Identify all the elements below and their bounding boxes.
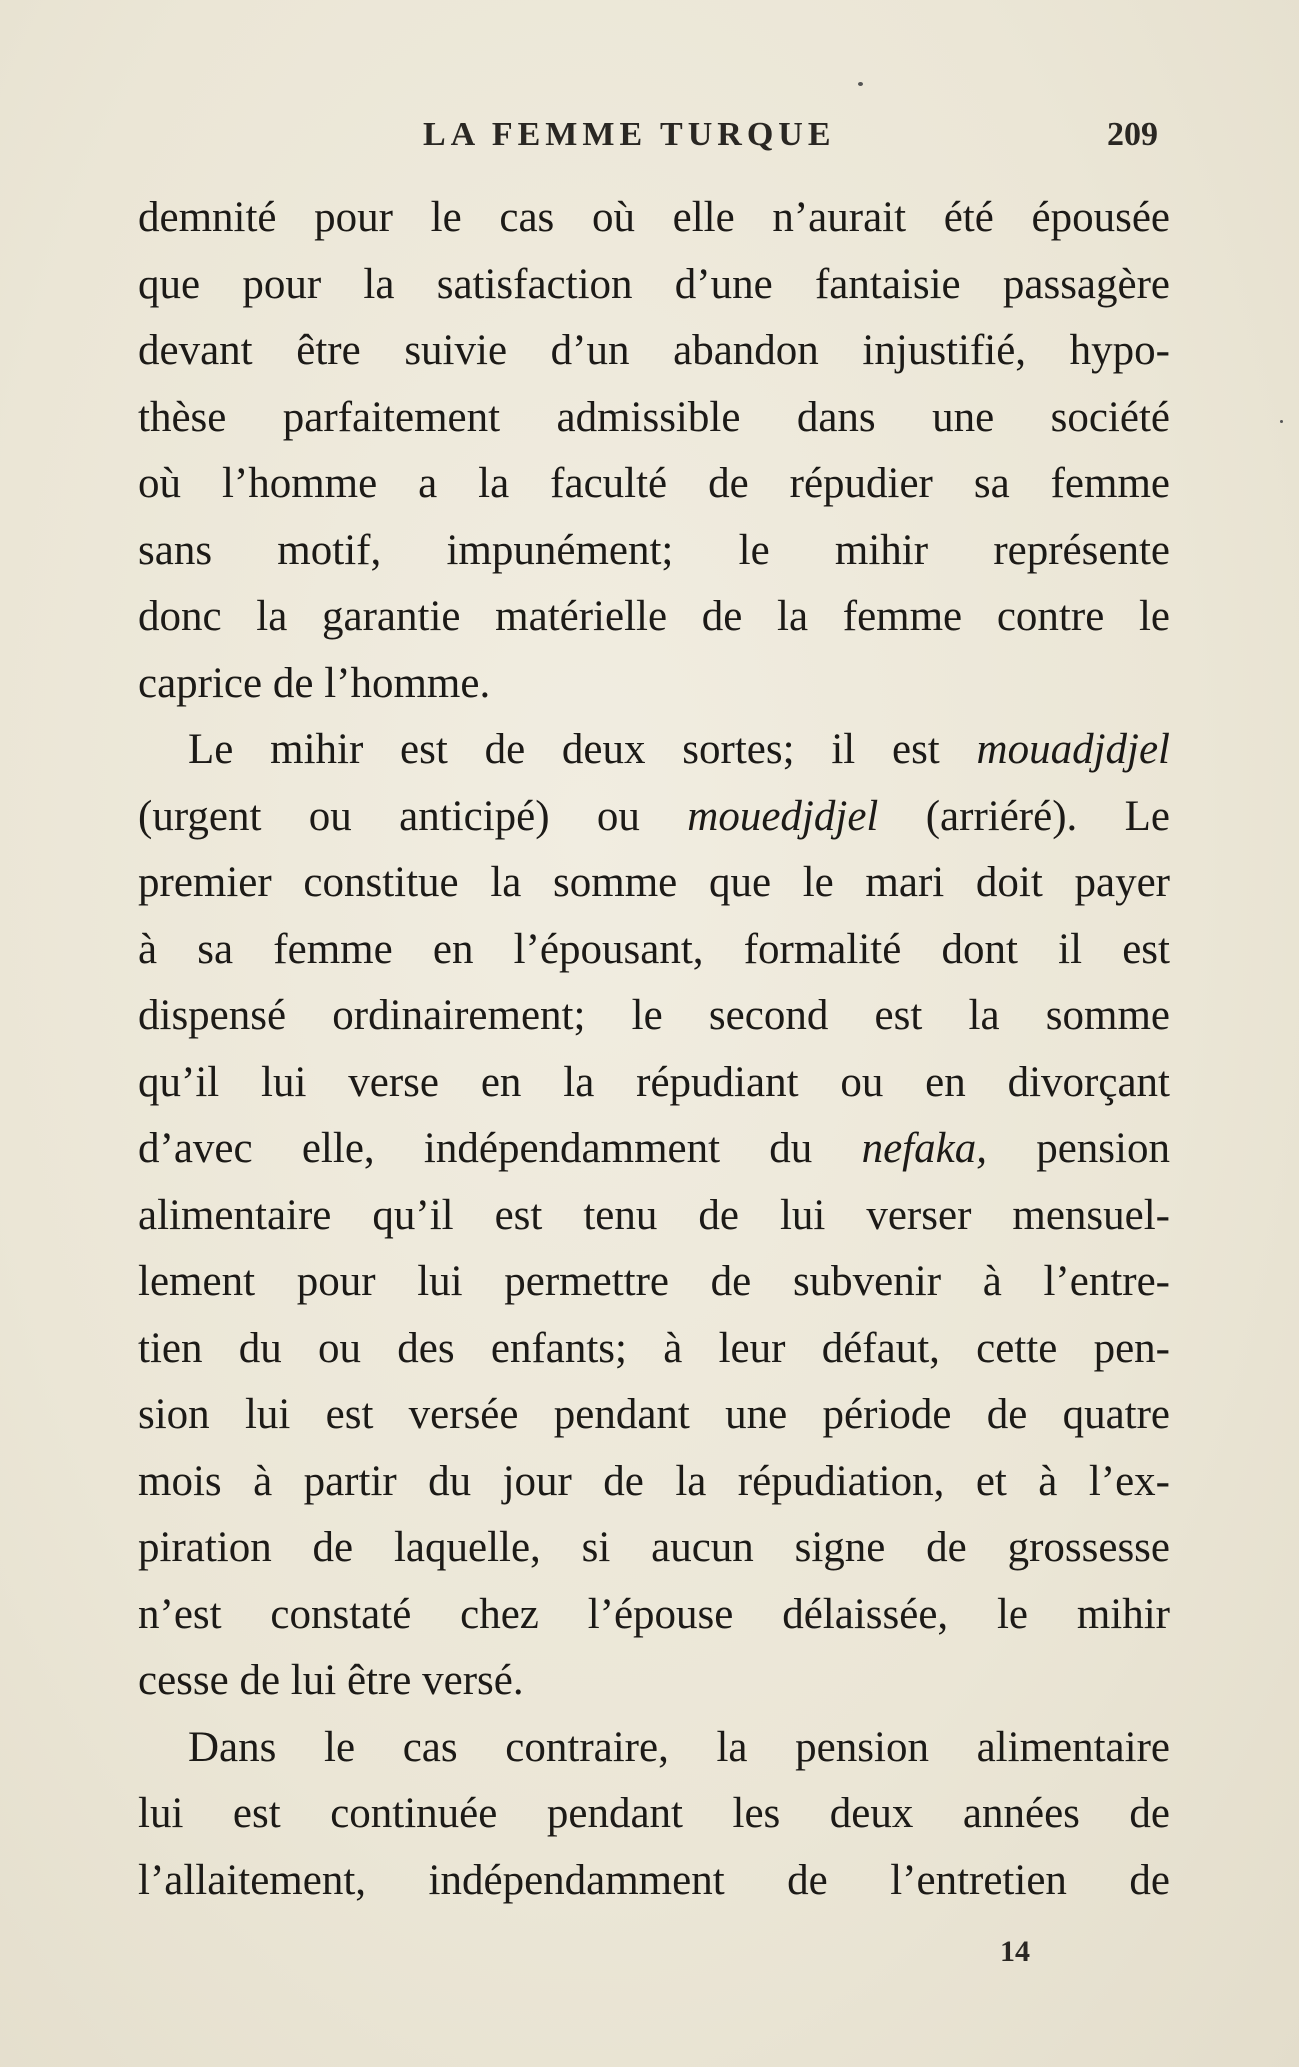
text-line: alimentaire qu’il est tenu de lui verser mensuel-	[138, 1191, 1170, 1239]
text-run: d’avec elle, indépendamment du	[138, 1125, 862, 1172]
text-line: lui est continuée pendant les deux années de	[138, 1790, 1170, 1837]
text-line: thèse parfaitement admissible dans une société	[138, 393, 1170, 441]
italic-term: mouedjdjel	[687, 792, 879, 840]
text-run: Le mihir est de deux sortes; il est	[188, 726, 977, 773]
text-line: où l’homme a la faculté de répudier sa femme	[138, 460, 1170, 507]
text-line	[138, 717, 1170, 784]
text-line: sans motif, impunément; le mihir représente	[138, 526, 1170, 574]
text-line	[138, 1116, 1170, 1183]
text-line: premier constitue la somme que le mari doit payer	[138, 859, 1170, 906]
running-title: LA FEMME TURQUE	[423, 116, 836, 153]
italic-term: mouadjdjel	[976, 726, 1170, 773]
italic-term: nefaka,	[861, 1125, 987, 1172]
text-run: (arriéré). Le	[878, 792, 1170, 840]
text-run: (urgent ou anticipé) ou	[138, 792, 688, 840]
text-line: donc la garantie matérielle de la femme contre le	[138, 593, 1170, 640]
text-line: n’est constaté chez l’épouse délaissée, le mihir	[138, 1590, 1170, 1638]
text-line: devant être suivie d’un abandon injustifié, hypo-	[138, 327, 1170, 374]
paper-speck	[1280, 420, 1283, 423]
text-line: sion lui est versée pendant une période de quatre	[138, 1391, 1170, 1438]
page-number: 209	[1107, 116, 1158, 153]
text-line: dispensé ordinairement; le second est la somme	[138, 992, 1170, 1039]
body-text	[138, 185, 1170, 1914]
text-line: lement pour lui permettre de subvenir à l’entre-	[138, 1258, 1170, 1305]
text-line: demnité pour le cas où elle n’aurait été épousée	[138, 194, 1170, 241]
text-line: caprice de l’homme.	[138, 659, 491, 707]
text-line: cesse de lui être versé.	[138, 1657, 524, 1704]
signature-mark: 14	[1000, 1935, 1030, 1968]
page-header	[138, 116, 1158, 166]
text-line: que pour la satisfaction d’une fantaisie passagère	[138, 260, 1170, 308]
text-line	[138, 784, 1170, 851]
text-line: qu’il lui verse en la répudiant ou en divorçant	[138, 1058, 1170, 1106]
text-line: mois à partir du jour de la répudiation, et à l’ex-	[138, 1457, 1170, 1505]
text-line: l’allaitement, indépendamment de l’entretien de	[138, 1856, 1170, 1904]
text-line: tien du ou des enfants; à leur défaut, cette pen-	[138, 1324, 1170, 1372]
text-run: pension	[986, 1125, 1170, 1172]
text-line: à sa femme en l’épousant, formalité dont il est	[138, 925, 1170, 973]
paper-speck	[858, 82, 863, 86]
text-line: piration de laquelle, si aucun signe de grossesse	[138, 1524, 1170, 1571]
text-line: Dans le cas contraire, la pension alimentaire	[188, 1723, 1170, 1771]
